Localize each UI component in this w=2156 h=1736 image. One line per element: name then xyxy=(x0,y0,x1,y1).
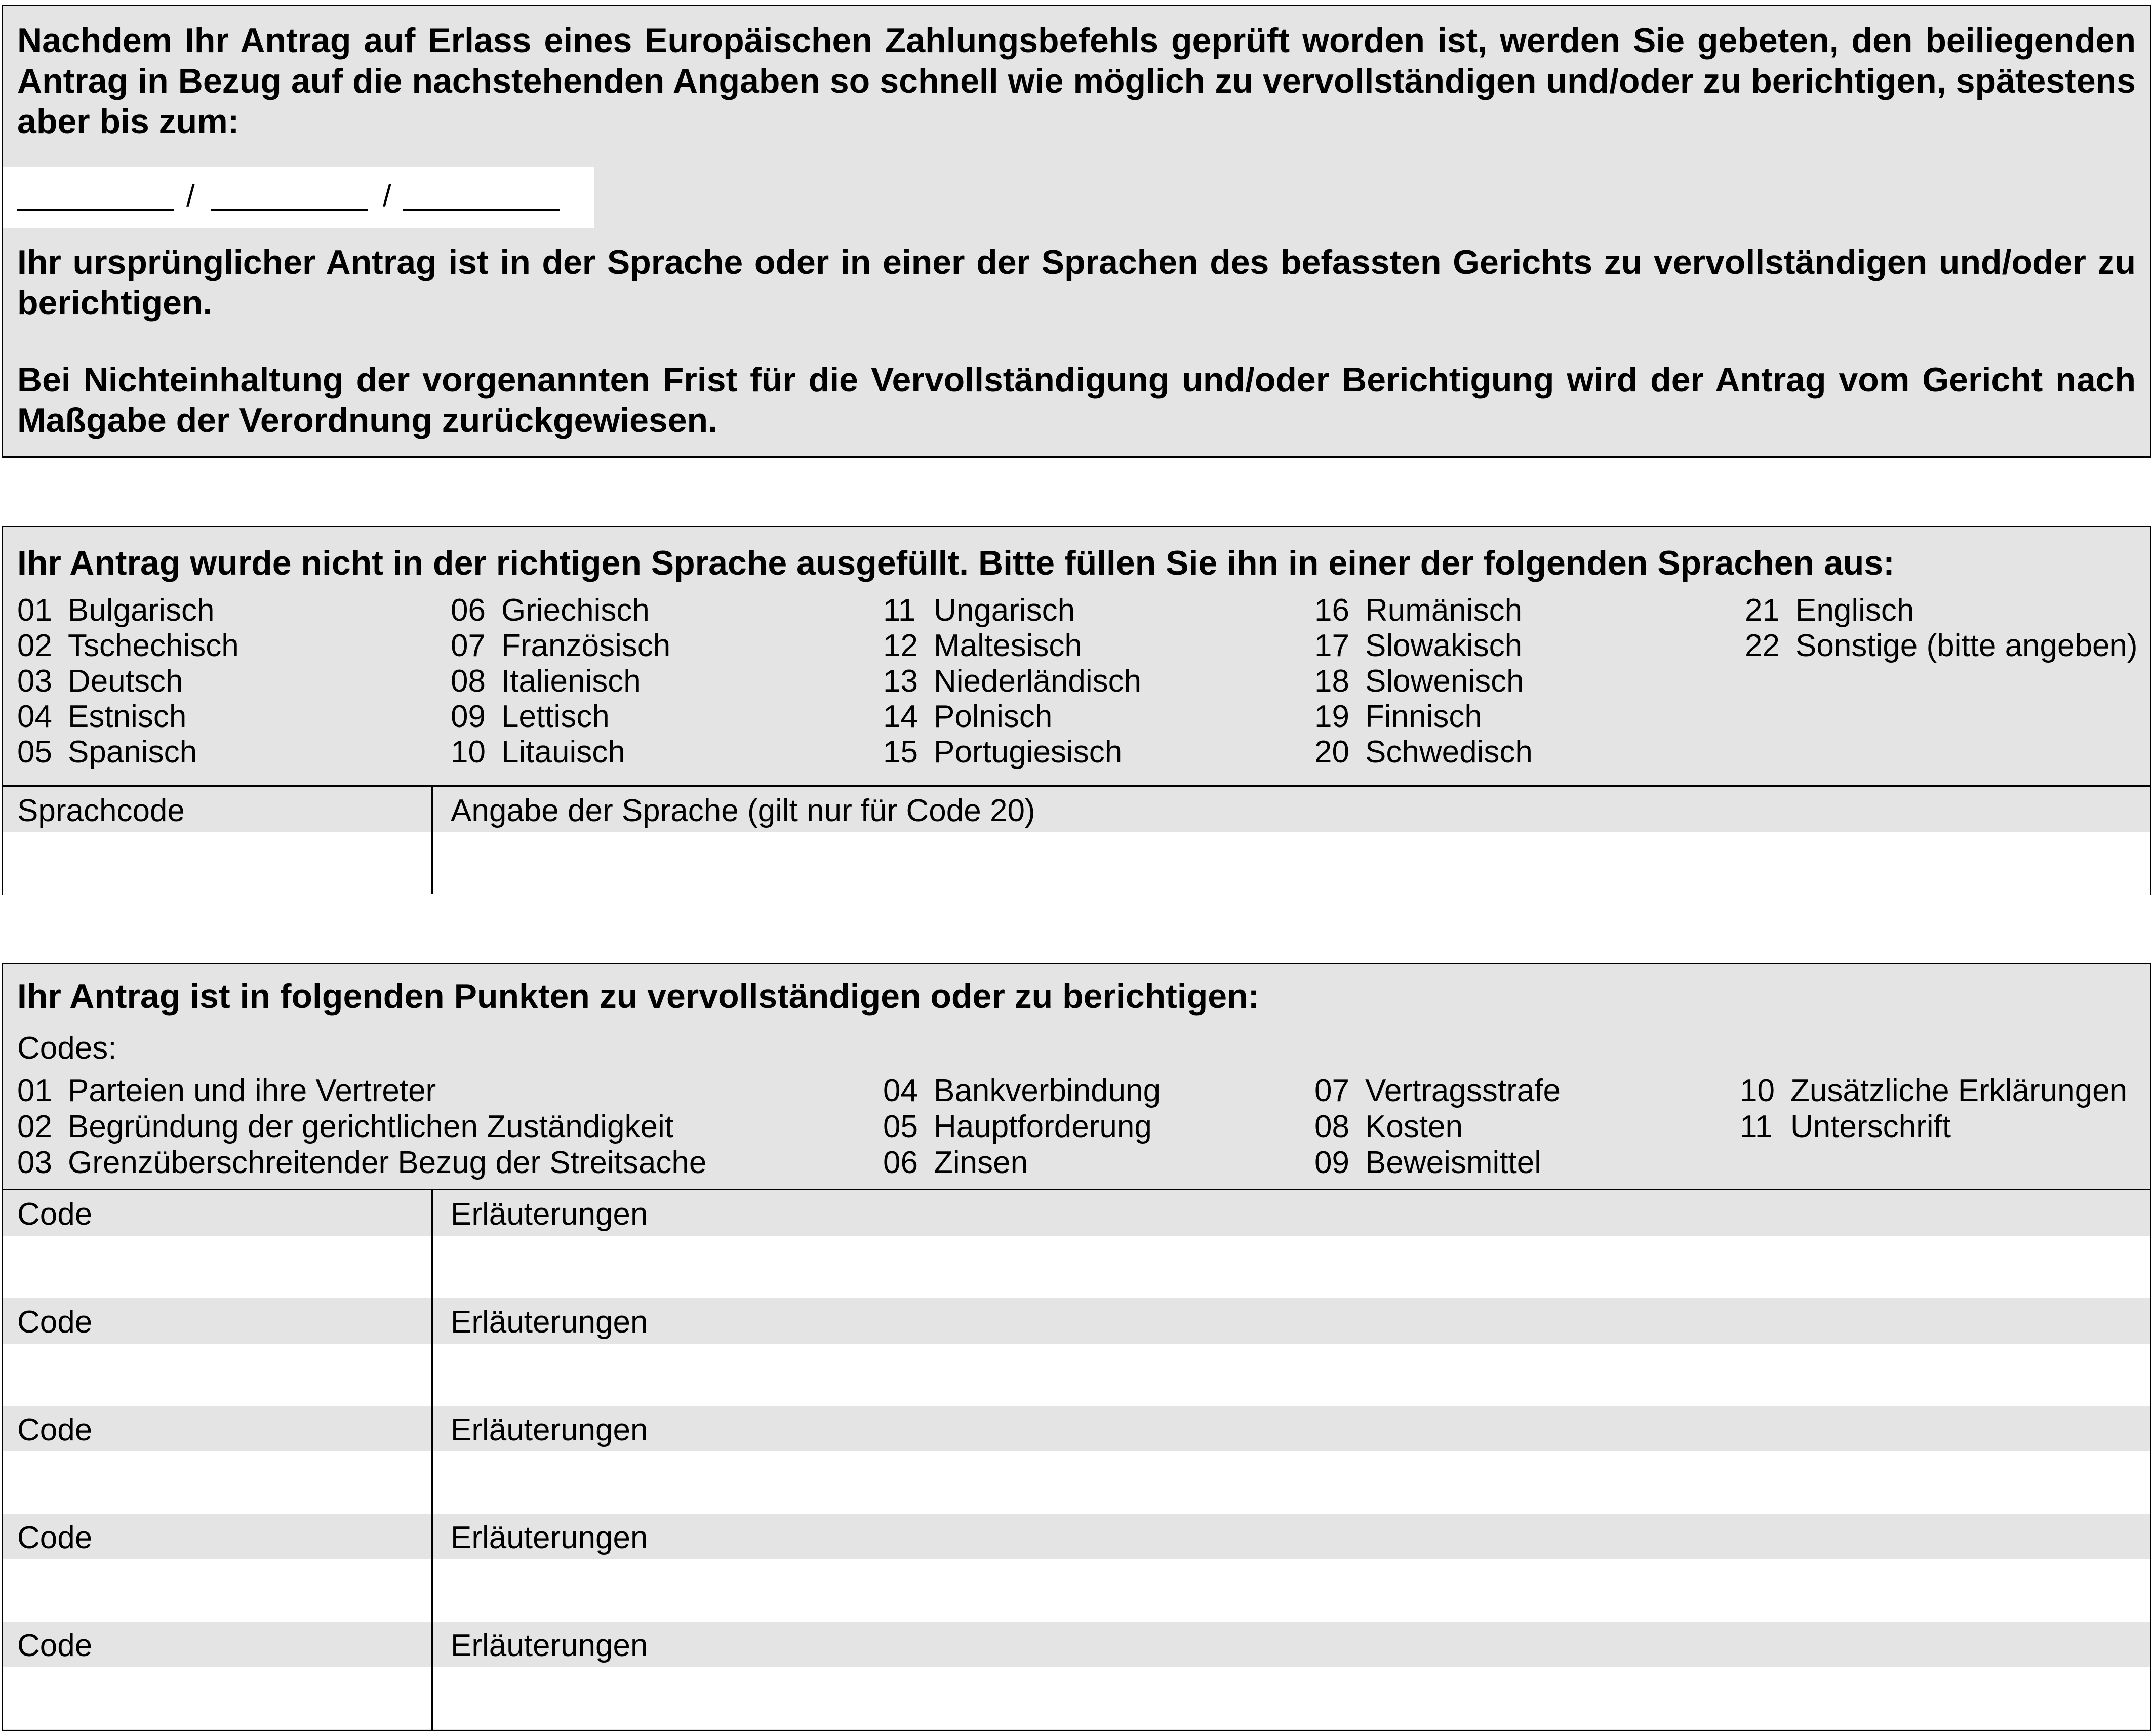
language-code: 10 xyxy=(451,735,486,770)
language-name: Litauisch xyxy=(501,735,625,770)
correction-code-option xyxy=(883,1109,1152,1145)
date-day-line xyxy=(17,209,174,211)
code-label: Code xyxy=(17,1305,93,1340)
correction-code-name: Bankverbindung xyxy=(934,1073,1161,1108)
explanation-label: Erläuterungen xyxy=(451,1305,648,1340)
correction-row-input[interactable] xyxy=(3,1667,2150,1729)
correction-code-number: 08 xyxy=(1314,1109,1349,1144)
correction-code-option xyxy=(1740,1109,1951,1145)
corrections-table xyxy=(3,1189,2150,1730)
language-code: 01 xyxy=(17,593,52,628)
language-option xyxy=(883,628,1082,664)
language-code: 09 xyxy=(451,699,486,734)
correction-code-number: 04 xyxy=(883,1073,918,1108)
language-code: 05 xyxy=(17,735,52,770)
language-code: 13 xyxy=(883,664,918,699)
language-code: 22 xyxy=(1745,628,1780,663)
language-name: Schwedisch xyxy=(1365,735,1533,770)
language-code: 08 xyxy=(451,664,486,699)
language-spec-label: Angabe der Sprache (gilt nur für Code 20) xyxy=(451,793,1035,828)
language-code: 11 xyxy=(883,593,916,628)
date-separator: / xyxy=(383,179,391,213)
language-option xyxy=(883,735,1122,770)
language-option xyxy=(1314,628,1522,664)
correction-code-option xyxy=(883,1073,1161,1109)
correction-code-number: 11 xyxy=(1740,1109,1773,1144)
language-option xyxy=(17,664,183,699)
correction-code-number: 01 xyxy=(17,1073,52,1108)
language-name: Maltesisch xyxy=(934,628,1082,663)
correction-row-header xyxy=(3,1298,2150,1344)
corrections-box xyxy=(2,963,2151,1731)
correction-row-header xyxy=(3,1622,2150,1667)
language-name: Slowakisch xyxy=(1365,628,1523,663)
language-option xyxy=(17,735,197,770)
language-box xyxy=(2,526,2151,895)
language-option xyxy=(1745,628,2138,664)
language-table-header xyxy=(3,787,2150,832)
notice-paragraph-3: Bei Nichteinhaltung der vorgenannten Frist für die Vervollständigung und/oder Berichtigung wird der Antrag vom Gericht nach Maßgabe der Verordnung zurückgewiesen. xyxy=(17,360,2136,439)
language-option xyxy=(451,664,641,699)
language-code: 02 xyxy=(17,628,52,663)
correction-row-input[interactable] xyxy=(3,1559,2150,1622)
language-option xyxy=(451,628,670,664)
correction-code-name: Zusätzliche Erklärungen xyxy=(1790,1073,2128,1108)
language-name: Griechisch xyxy=(501,593,650,628)
correction-row-header xyxy=(3,1406,2150,1451)
correction-code-option xyxy=(17,1109,673,1145)
language-code: 19 xyxy=(1314,699,1349,734)
language-option xyxy=(17,699,186,735)
correction-row-header xyxy=(3,1514,2150,1559)
correction-code-name: Beweismittel xyxy=(1365,1145,1541,1180)
notice-paragraph-2: Ihr ursprünglicher Antrag ist in der Sprache oder in einer der Sprachen des befassten Gerichts zu vervollständigen und/oder zu berichtigen. xyxy=(17,243,2136,322)
date-month-line xyxy=(211,209,368,211)
correction-code-option xyxy=(1314,1109,1463,1145)
correction-row-input[interactable] xyxy=(3,1344,2150,1406)
language-name: Ungarisch xyxy=(934,593,1075,628)
language-name: Englisch xyxy=(1795,593,1914,628)
language-code: 07 xyxy=(451,628,486,663)
correction-row-input[interactable] xyxy=(3,1236,2150,1298)
correction-code-number: 09 xyxy=(1314,1145,1349,1180)
language-code: 12 xyxy=(883,628,918,663)
language-option xyxy=(1314,699,1482,735)
language-code: 20 xyxy=(1314,735,1349,770)
correction-code-name: Vertragsstrafe xyxy=(1365,1073,1561,1108)
correction-code-name: Zinsen xyxy=(934,1145,1028,1180)
correction-code-number: 03 xyxy=(17,1145,52,1180)
correction-code-option xyxy=(883,1145,1028,1181)
language-heading: Ihr Antrag wurde nicht in der richtigen Sprache ausgefüllt. Bitte füllen Sie ihn in einer der folgenden Sprachen aus: xyxy=(17,544,1895,582)
code-label: Code xyxy=(17,1520,93,1555)
correction-code-number: 05 xyxy=(883,1109,918,1144)
explanation-label: Erläuterungen xyxy=(451,1412,648,1447)
language-name: Deutsch xyxy=(68,664,183,699)
language-code: 18 xyxy=(1314,664,1349,699)
language-name: Rumänisch xyxy=(1365,593,1523,628)
language-name: Polnisch xyxy=(934,699,1053,734)
deadline-date-field[interactable] xyxy=(3,167,594,228)
correction-code-number: 07 xyxy=(1314,1073,1349,1108)
language-option xyxy=(17,628,239,664)
language-option xyxy=(1314,593,1522,628)
correction-code-name: Kosten xyxy=(1365,1109,1463,1144)
code-label: Code xyxy=(17,1628,93,1663)
date-year-line xyxy=(403,209,560,211)
language-name: Estnisch xyxy=(68,699,187,734)
correction-code-name: Grenzüberschreitender Bezug der Streitsache xyxy=(68,1145,707,1180)
language-option xyxy=(883,593,1075,628)
explanation-label: Erläuterungen xyxy=(451,1628,648,1663)
column-divider xyxy=(431,1190,433,1730)
language-table xyxy=(3,785,2150,894)
language-option xyxy=(1314,735,1533,770)
language-code-label: Sprachcode xyxy=(17,793,185,828)
correction-row-input[interactable] xyxy=(3,1451,2150,1514)
correction-code-option xyxy=(1314,1145,1541,1181)
language-name: Lettisch xyxy=(501,699,610,734)
correction-code-option xyxy=(17,1073,436,1109)
correction-row-header xyxy=(3,1190,2150,1236)
codes-label: Codes: xyxy=(17,1031,117,1066)
language-option xyxy=(883,699,1052,735)
correction-code-name: Parteien und ihre Vertreter xyxy=(68,1073,436,1108)
language-code: 04 xyxy=(17,699,52,734)
code-label: Code xyxy=(17,1412,93,1447)
language-name: Tschechisch xyxy=(68,628,239,663)
language-code: 03 xyxy=(17,664,52,699)
language-option xyxy=(451,593,650,628)
language-name: Sonstige (bitte angeben) xyxy=(1795,628,2138,663)
language-code: 06 xyxy=(451,593,486,628)
language-name: Finnisch xyxy=(1365,699,1482,734)
language-name: Spanisch xyxy=(68,735,197,770)
notice-paragraph-1: Nachdem Ihr Antrag auf Erlass eines Europäischen Zahlungsbefehls geprüft worden ist, werden Sie gebeten, den beiliegenden Antrag in Bezug auf die nachstehenden Angaben so schnell wie möglich zu vervollständigen und/oder zu berichtigen, spätestens aber bis zum: xyxy=(17,21,2136,141)
language-code: 17 xyxy=(1314,628,1349,663)
language-spec-input[interactable] xyxy=(433,832,2150,895)
correction-code-option xyxy=(1740,1073,2127,1109)
correction-code-number: 02 xyxy=(17,1109,52,1144)
language-code: 16 xyxy=(1314,593,1349,628)
explanation-label: Erläuterungen xyxy=(451,1197,648,1232)
language-name: Französisch xyxy=(501,628,671,663)
corrections-heading: Ihr Antrag ist in folgenden Punkten zu vervollständigen oder zu berichtigen: xyxy=(17,977,1260,1016)
correction-code-name: Begründung der gerichtlichen Zuständigkeit xyxy=(68,1109,673,1144)
code-label: Code xyxy=(17,1197,93,1232)
language-name: Portugiesisch xyxy=(934,735,1123,770)
language-option xyxy=(451,699,610,735)
language-name: Italienisch xyxy=(501,664,641,699)
correction-code-number: 10 xyxy=(1740,1073,1775,1108)
language-option xyxy=(883,664,1141,699)
language-option xyxy=(17,593,214,628)
date-separator: / xyxy=(186,179,195,213)
correction-code-number: 06 xyxy=(883,1145,918,1180)
language-code: 15 xyxy=(883,735,918,770)
language-code: 14 xyxy=(883,699,918,734)
language-option xyxy=(451,735,625,770)
correction-code-name: Hauptforderung xyxy=(934,1109,1152,1144)
language-code: 21 xyxy=(1745,593,1780,628)
language-option xyxy=(1745,593,1914,628)
language-name: Bulgarisch xyxy=(68,593,215,628)
language-option xyxy=(1314,664,1524,699)
language-name: Niederländisch xyxy=(934,664,1142,699)
correction-code-option xyxy=(1314,1073,1561,1109)
language-name: Slowenisch xyxy=(1365,664,1524,699)
explanation-label: Erläuterungen xyxy=(451,1520,648,1555)
deadline-notice-box xyxy=(2,5,2151,458)
correction-code-name: Unterschrift xyxy=(1790,1109,1951,1144)
correction-code-option xyxy=(17,1145,706,1181)
language-code-input[interactable] xyxy=(3,832,431,895)
